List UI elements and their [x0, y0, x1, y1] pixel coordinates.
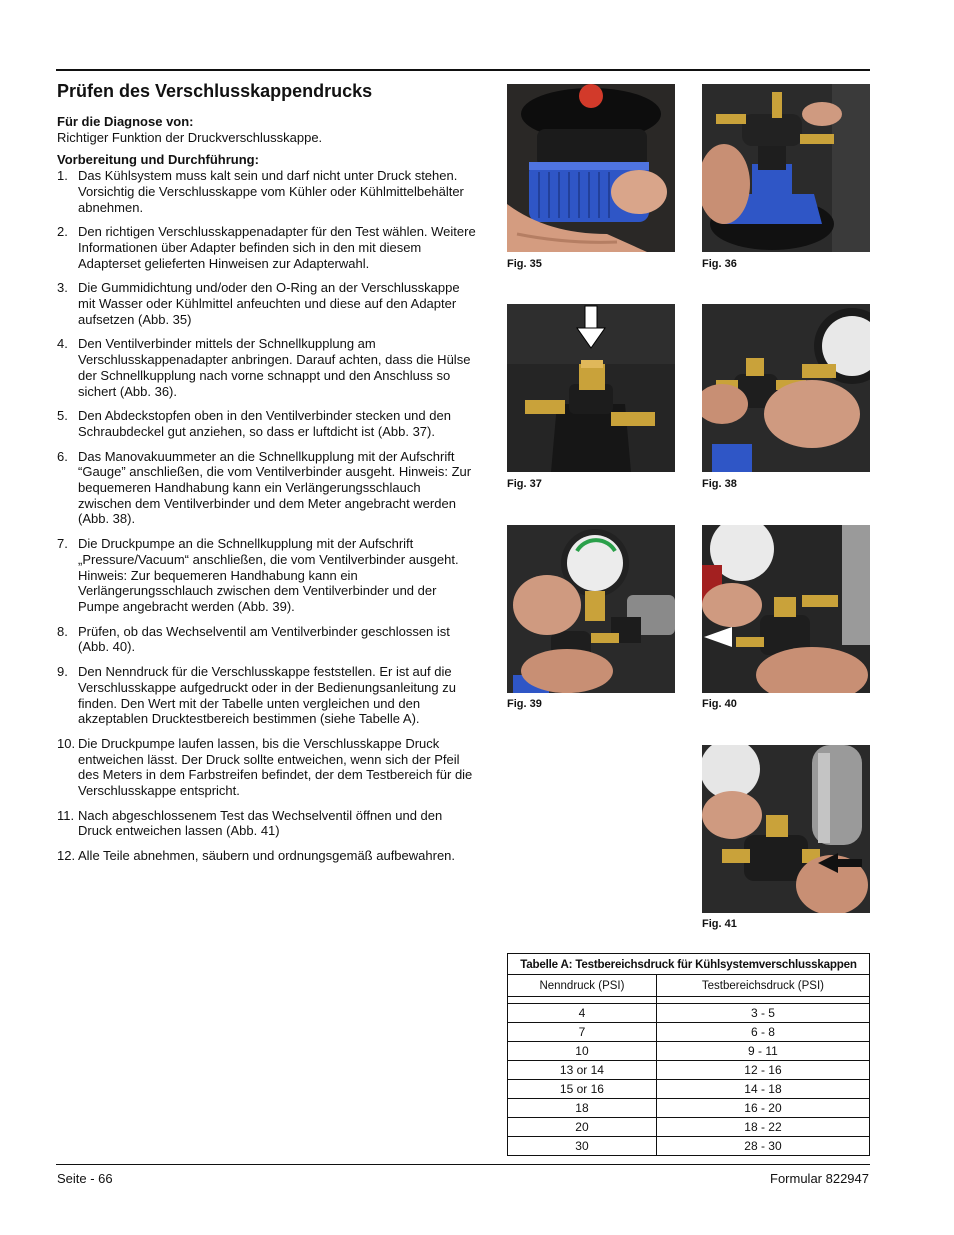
step-text: Alle Teile abnehmen, säubern und ordnungsgemäß aufbewahren.	[78, 848, 456, 864]
list-item	[57, 664, 477, 727]
page-number: Seite - 66	[57, 1171, 113, 1186]
list-item	[57, 848, 477, 864]
figure-40-photo	[702, 525, 870, 693]
table-cell: 15 or 16	[508, 1080, 657, 1099]
table-cell: 13 or 14	[508, 1061, 657, 1080]
figure-38-caption: Fig. 38	[702, 478, 737, 490]
table-cell: 4	[508, 1004, 657, 1023]
steps-list	[57, 168, 477, 864]
step-number: 2.	[57, 224, 68, 240]
table-row	[508, 1023, 870, 1042]
step-text: Den Ventilverbinder mittels der Schnellkupplung am Verschlusskappenadapter anbringen. Darauf achten, dass die Hülse der Schnellkupplung nach vorne schnappt und den Anschluss so sichert (Abb. 36).	[78, 336, 471, 399]
figure-35-caption: Fig. 35	[507, 258, 542, 270]
table-caption: Tabelle A: Testbereichsdruck für Kühlsystemverschlusskappen	[508, 954, 870, 975]
step-text: Prüfen, ob das Wechselventil am Ventilverbinder geschlossen ist (Abb. 40).	[78, 623, 450, 655]
figure-41-photo	[702, 745, 870, 913]
step-text: Die Druckpumpe an die Schnellkupplung mit der Aufschrift „Pressure/Vacuum“ anschließen, die vom Ventilverbinder ausgeht. Hinweis: Zur bequemeren Handhabung kann ein Verlängerungsschlauch zwischen dem Ventilverbinder und der Pumpe angebracht werden (Abb. 39).	[78, 536, 459, 614]
step-text: Das Kühlsystem muss kalt sein und darf nicht unter Druck stehen. Vorsichtig die Verschlusskappe vom Kühler oder Kühlmittelbehälter abnehmen.	[78, 168, 464, 215]
figure-38-photo	[702, 304, 870, 472]
bottom-rule	[56, 1164, 870, 1165]
table-cell: 9 - 11	[656, 1042, 869, 1061]
column-header-range: Testbereichsdruck (PSI)	[656, 975, 869, 997]
step-number: 11.	[57, 807, 75, 823]
table-cell: 18 - 22	[656, 1118, 869, 1137]
table-cell: 3 - 5	[656, 1004, 869, 1023]
step-number: 12.	[57, 848, 76, 864]
table-cell: 16 - 20	[656, 1099, 869, 1118]
table-row	[508, 1061, 870, 1080]
figure-36-caption: Fig. 36	[702, 258, 737, 270]
list-item	[57, 536, 477, 615]
step-text: Die Gummidichtung und/oder den O-Ring an der Verschlusskappe mit Wasser oder Kühlmittel anfeuchten und diese auf den Adapter aufsetzen (Abb. 35)	[78, 280, 460, 327]
diagnose-text: Richtiger Funktion der Druckverschlusskappe.	[57, 129, 323, 145]
figure-39-photo	[507, 525, 675, 693]
list-item	[57, 168, 477, 215]
spacer-cell	[508, 997, 657, 1004]
table-cell: 20	[508, 1118, 657, 1137]
step-number: 10.	[57, 735, 76, 751]
figure-35-photo	[507, 84, 675, 252]
table-row	[508, 1004, 870, 1023]
table-cell: 28 - 30	[656, 1137, 869, 1156]
step-number: 8.	[57, 623, 68, 639]
step-text: Das Manovakuummeter an die Schnellkupplung mit der Aufschrift “Gauge” anschließen, die vom Ventilverbinder ausgeht. Hinweis: Zur bequemeren Handhabung kann ein Verlängerungsschlauch zwischen dem Ventilverbinder und dem Meter angebracht werden (Abb. 38).	[78, 448, 472, 527]
step-text: Den Abdeckstopfen oben in den Ventilverbinder stecken und den Schraubdeckel gut anziehen, so dass er luftdicht ist (Abb. 37).	[78, 408, 451, 439]
table-cell: 6 - 8	[656, 1023, 869, 1042]
table-cell: 18	[508, 1099, 657, 1118]
list-item	[57, 624, 477, 655]
list-item	[57, 408, 477, 439]
top-rule	[56, 69, 870, 71]
figure-37-caption: Fig. 37	[507, 478, 542, 490]
step-number: 9.	[57, 664, 68, 680]
step-number: 1.	[57, 168, 68, 184]
table-row	[508, 1118, 870, 1137]
figure-41-caption: Fig. 41	[702, 918, 737, 930]
step-number: 7.	[57, 536, 68, 552]
list-item	[57, 449, 477, 528]
table-cell: 30	[508, 1137, 657, 1156]
list-item	[57, 808, 477, 839]
figure-40-caption: Fig. 40	[702, 698, 737, 710]
pressure-table	[507, 953, 870, 1156]
step-text: Den richtigen Verschlusskappenadapter für den Test wählen. Weitere Informationen über Adapter befinden sich in den mit diesem Adapterset gelieferten Hinweisen zur Adapterwahl.	[78, 224, 476, 271]
step-number: 6.	[57, 448, 68, 464]
step-text: Nach abgeschlossenem Test das Wechselventil öffnen und den Druck entweichen lassen (Abb. 41)	[78, 807, 443, 839]
table-row	[508, 1099, 870, 1118]
table-row	[508, 1042, 870, 1061]
form-number: Formular 822947	[770, 1171, 869, 1186]
spacer-cell	[656, 997, 869, 1004]
figure-37-photo	[507, 304, 675, 472]
instructions-column	[57, 80, 477, 873]
table-cell: 10	[508, 1042, 657, 1061]
list-item	[57, 224, 477, 271]
table-row	[508, 1080, 870, 1099]
table-row	[508, 1137, 870, 1156]
table-cell: 14 - 18	[656, 1080, 869, 1099]
step-text: Die Druckpumpe laufen lassen, bis die Verschlusskappe Druck entweichen lässt. Der Druck sollte entweichen, wenn sich der Pfeil des Meters in dem Farbstreifen befindet, der dem Testbereich für die Verschlusskappe entspricht.	[78, 735, 473, 799]
list-item	[57, 736, 477, 799]
table-cell: 7	[508, 1023, 657, 1042]
step-number: 3.	[57, 280, 68, 296]
table-cell: 12 - 16	[656, 1061, 869, 1080]
diagnose-heading: Für die Diagnose von:	[57, 114, 194, 129]
step-number: 5.	[57, 408, 68, 424]
prep-heading: Vorbereitung und Durchführung:	[57, 152, 259, 168]
list-item	[57, 280, 477, 327]
step-text: Den Nenndruck für die Verschlusskappe feststellen. Er ist auf die Verschlusskappe aufgedruckt oder in der Bedienungsanleitung zu finden. Den Wert mit der Tabelle unten vergleichen und den akzeptablen Drucktestbereich bestimmen (siehe Tabelle A).	[78, 664, 456, 727]
page-title: Prüfen des Verschlusskappendrucks	[57, 81, 373, 101]
figure-39-caption: Fig. 39	[507, 698, 542, 710]
figure-36-photo	[702, 84, 870, 252]
step-number: 4.	[57, 336, 68, 352]
column-header-rated: Nenndruck (PSI)	[508, 975, 657, 997]
list-item	[57, 336, 477, 399]
